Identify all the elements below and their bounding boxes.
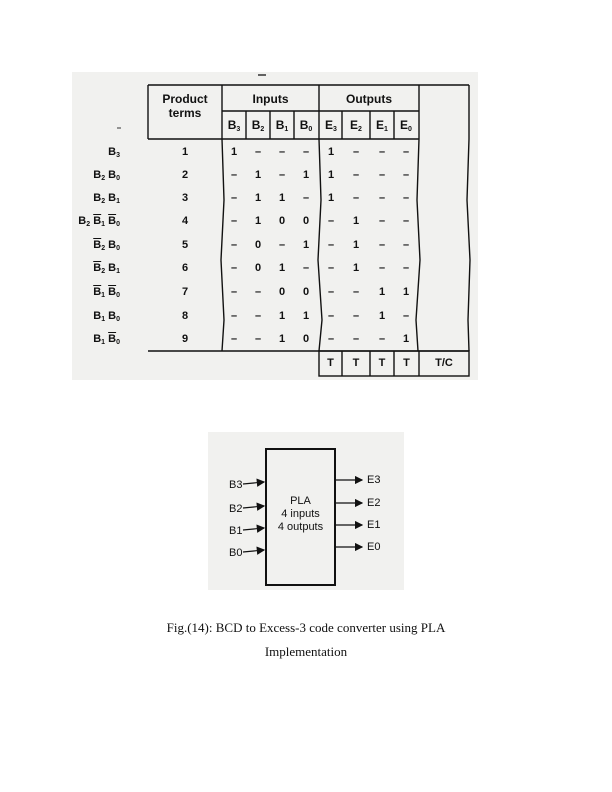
output-cell: – (327, 239, 335, 251)
output-cell: – (327, 333, 335, 345)
row-number: 2 (181, 169, 189, 181)
pin-label-b1: B1 (229, 525, 243, 537)
output-cell: 1 (352, 239, 360, 251)
pla-outputs-text: 4 outputs (277, 521, 324, 533)
term-label-9: $B_1$ $\overline{B}_0$ (93, 333, 120, 346)
output-cell: 1 (327, 169, 335, 181)
output-cell: – (378, 169, 386, 181)
input-cell: 1 (302, 169, 310, 181)
tc-cell: T (403, 357, 410, 369)
output-cell: 1 (378, 310, 386, 322)
input-cell: 1 (230, 146, 238, 158)
output-cell: – (327, 286, 335, 298)
col-header-e0: $E_0$ (400, 118, 412, 133)
term-label-8: $B_1$ $B_0$ (93, 310, 120, 323)
header-outputs: Outputs (346, 92, 392, 106)
input-cell: – (230, 262, 238, 274)
term-label-4: $B_2$ $\overline{B}_1$ $\overline{B}_0$ (78, 215, 120, 228)
output-cell: – (352, 310, 360, 322)
output-cell: – (402, 262, 410, 274)
input-cell: – (230, 286, 238, 298)
input-cell: 1 (278, 333, 286, 345)
input-cell: – (254, 333, 262, 345)
input-cell: 1 (302, 310, 310, 322)
pin-label-e2: E2 (367, 497, 381, 509)
output-cell: – (378, 192, 386, 204)
tc-cell: T (327, 357, 334, 369)
input-cell: – (230, 192, 238, 204)
output-cell: – (352, 286, 360, 298)
input-cell: 0 (254, 239, 262, 251)
col-header-b2: $B_2$ (251, 118, 265, 133)
output-cell: – (327, 262, 335, 274)
input-cell: 0 (278, 215, 286, 227)
output-cell: – (402, 239, 410, 251)
header-product-terms: Product terms (162, 92, 208, 120)
figure-caption-line1: Fig.(14): BCD to Excess-3 code converter using PLA (166, 620, 446, 635)
input-cell: 0 (302, 215, 310, 227)
input-cell: 0 (302, 333, 310, 345)
output-cell: 1 (327, 146, 335, 158)
input-cell: – (230, 169, 238, 181)
output-cell: 1 (378, 286, 386, 298)
output-cell: – (352, 192, 360, 204)
pin-label-e1: E1 (367, 519, 381, 531)
input-cell: – (254, 146, 262, 158)
input-cell: 0 (254, 262, 262, 274)
input-cell: 1 (278, 192, 286, 204)
output-cell: – (352, 333, 360, 345)
tc-cell: T (352, 357, 360, 369)
input-cell: 0 (302, 286, 310, 298)
figure-caption-line2: Implementation (264, 644, 348, 659)
output-cell: – (352, 146, 360, 158)
input-cell: 1 (254, 215, 262, 227)
input-cell: – (278, 239, 286, 251)
row-number: 3 (181, 192, 189, 204)
row-number: 5 (181, 239, 189, 251)
output-cell: 1 (402, 286, 410, 298)
output-cell: 1 (352, 262, 360, 274)
output-cell: – (402, 192, 410, 204)
term-label-3: $B_2$ $B_1$ (93, 192, 120, 205)
term-label-7: $\overline{B}_1$ $\overline{B}_0$ (93, 286, 120, 299)
input-cell: 0 (278, 286, 286, 298)
output-cell: – (327, 310, 335, 322)
output-cell: – (402, 146, 410, 158)
output-cell: 1 (352, 215, 360, 227)
output-cell: – (378, 333, 386, 345)
output-cell: – (402, 215, 410, 227)
col-header-e1: $E_1$ (376, 118, 388, 133)
output-cell: – (378, 239, 386, 251)
row-number: 8 (181, 310, 189, 322)
input-cell: 1 (302, 239, 310, 251)
row-number: 7 (181, 286, 189, 298)
input-cell: – (230, 310, 238, 322)
output-cell: – (378, 215, 386, 227)
input-cell: – (254, 310, 262, 322)
row-number: 4 (181, 215, 189, 227)
input-cell: – (278, 169, 286, 181)
input-cell: 1 (278, 310, 286, 322)
tc-cell: T/C (435, 357, 453, 369)
output-cell: – (402, 310, 410, 322)
input-cell: – (230, 333, 238, 345)
term-label-5: $\overline{B}_2$ $B_0$ (93, 239, 120, 252)
input-cell: – (302, 146, 310, 158)
col-header-b3: $B_3$ (227, 118, 241, 133)
output-cell: – (352, 169, 360, 181)
pin-label-b2: B2 (229, 503, 243, 515)
col-header-e2: $E_2$ (350, 118, 362, 133)
term-label-6: $\overline{B}_2$ $B_1$ (93, 262, 120, 275)
output-cell: – (402, 169, 410, 181)
pin-label-b0: B0 (229, 547, 243, 559)
input-cell: – (230, 239, 238, 251)
input-cell: – (254, 286, 262, 298)
output-cell: – (327, 215, 335, 227)
pin-label-e3: E3 (367, 474, 381, 486)
row-number: 1 (181, 146, 189, 158)
row-number: 6 (181, 262, 189, 274)
term-label-1: $B_3$ (108, 146, 120, 159)
output-cell: 1 (327, 192, 335, 204)
col-header-b1: $B_1$ (275, 118, 289, 133)
tc-cell: T (378, 357, 386, 369)
input-cell: 1 (254, 169, 262, 181)
pla-title: PLA (290, 495, 311, 507)
input-cell: 1 (254, 192, 262, 204)
pin-label-b3: B3 (229, 479, 243, 491)
pla-inputs-text: 4 inputs (281, 508, 320, 520)
input-cell: – (278, 146, 286, 158)
input-cell: – (230, 215, 238, 227)
output-cell: 1 (402, 333, 410, 345)
col-header-b0: $B_0$ (299, 118, 313, 133)
input-cell: – (302, 192, 310, 204)
pin-label-e0: E0 (367, 541, 381, 553)
term-label-2: $B_2$ $B_0$ (93, 169, 120, 182)
col-header-e3: $E_3$ (325, 118, 337, 133)
output-cell: – (378, 146, 386, 158)
header-inputs: Inputs (252, 92, 289, 106)
input-cell: 1 (278, 262, 286, 274)
input-cell: – (302, 262, 310, 274)
row-number: 9 (181, 333, 189, 345)
output-cell: – (378, 262, 386, 274)
